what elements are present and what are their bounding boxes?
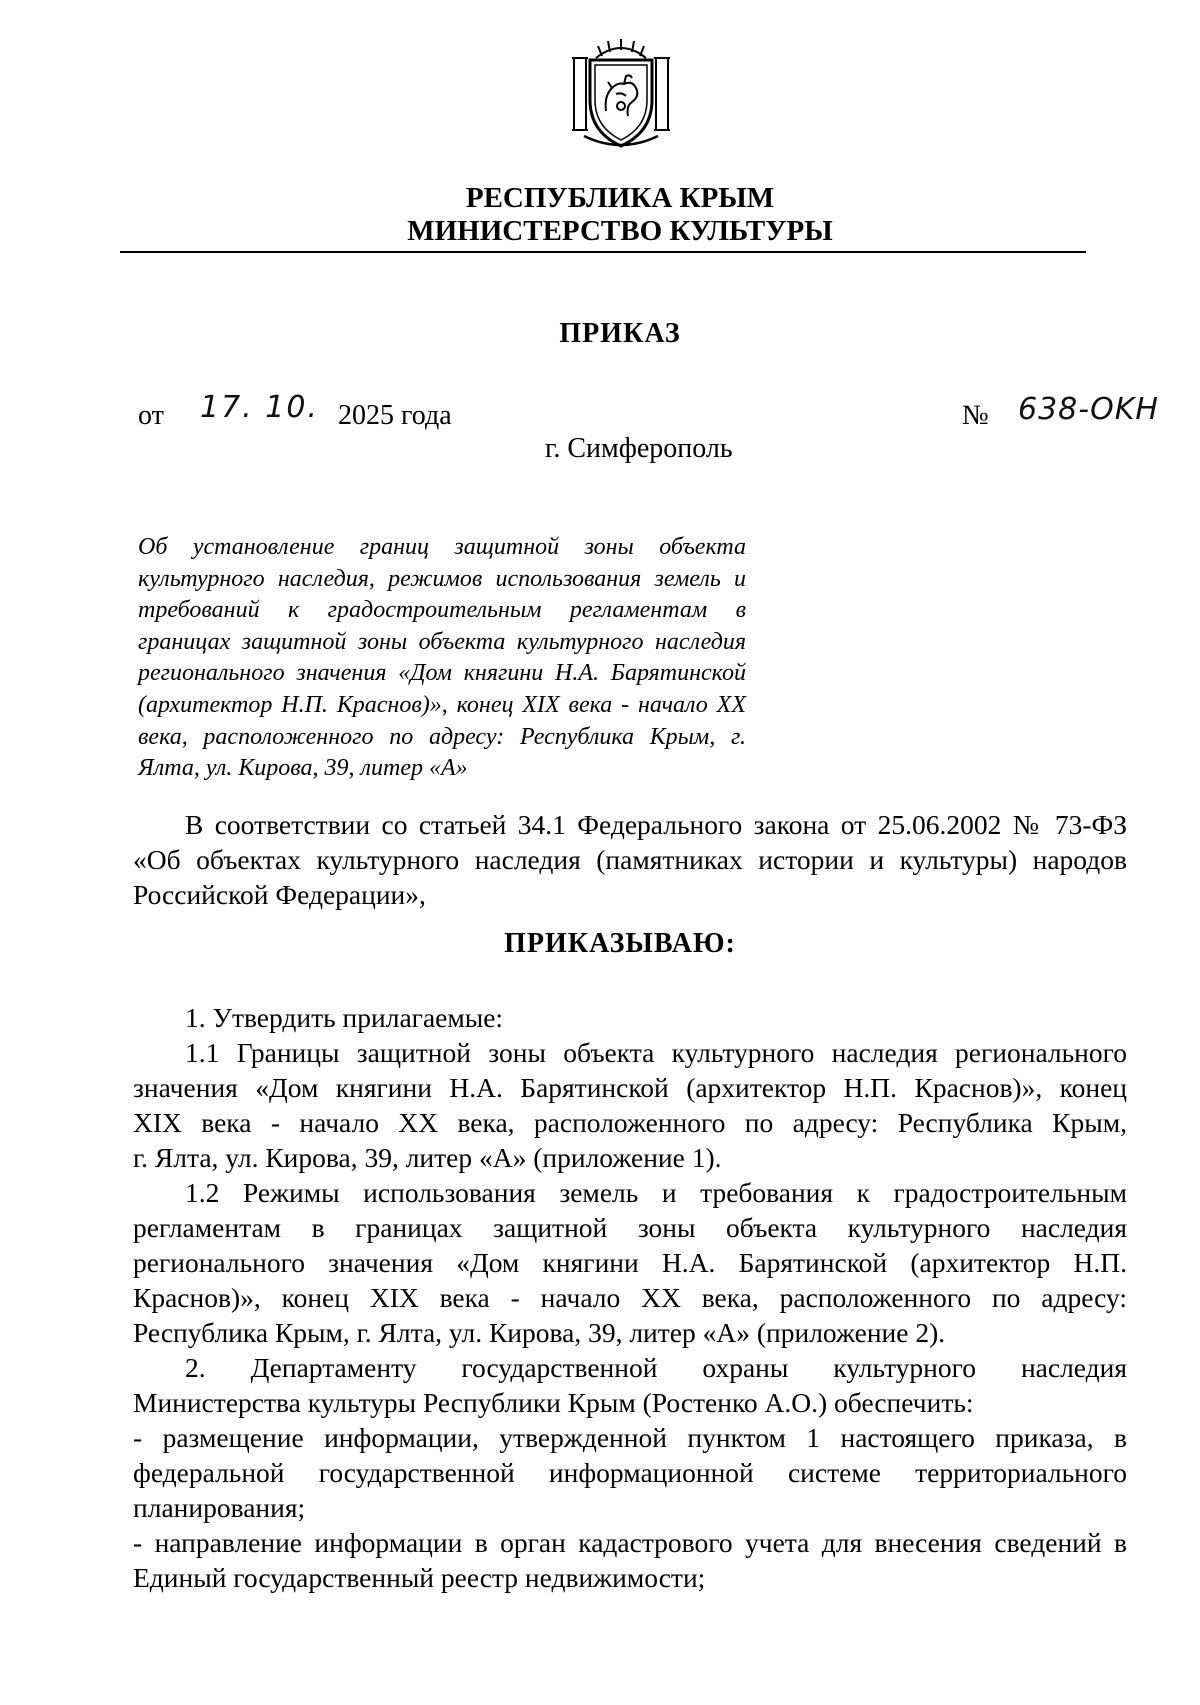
item-line: 1.1 Границы защитной зоны объекта культурного наследия регионального (185, 1037, 1127, 1068)
preamble-line: «Об объектах культурного наследия (памятниках истории и культуры) народов (133, 844, 1127, 875)
handwritten-number: 638-OKH (1018, 392, 1159, 427)
order-subject (138, 532, 746, 785)
item-line: Единый государственный реестр недвижимости; (133, 1562, 706, 1593)
preamble-paragraph (133, 807, 1127, 912)
item-line: - размещение информации, утвержденной пунктом 1 настоящего приказа, в (133, 1422, 1127, 1453)
subject-line: требований к градостроительным регламентам в (138, 597, 746, 624)
item-line: Республика Крым, г. Ялта, ул. Кирова, 39, литер «А» (приложение 2). (133, 1317, 946, 1348)
preamble-line: Российской Федерации», (133, 879, 426, 910)
date-from-label: от (138, 400, 164, 431)
item-line: 1. Утвердить прилагаемые: (185, 1002, 504, 1033)
subject-line: регионального значения «Дом княгини Н.А. Барятинской (138, 660, 746, 687)
item-line: 1.2 Режимы использования земель и требования к градостроительным (185, 1177, 1127, 1208)
crimea-coat-of-arms-icon (566, 36, 676, 154)
order-directive: ПРИКАЗЫВАЮ: (504, 928, 736, 959)
item-line: планирования; (133, 1492, 306, 1523)
subject-line: века, расположенного по адресу: Республика Крым, г. (138, 723, 746, 750)
item-line: XIX века - начало XX века, расположенного по адресу: Республика Крым, (133, 1107, 1127, 1138)
item-line: - направление информации в орган кадастрового учета для внесения сведений в (133, 1527, 1127, 1558)
item-line: Министерства культуры Республики Крым (Ростенко А.О.) обеспечить: (133, 1387, 974, 1418)
item-line: регламентам в границах защитной зоны объекта культурного наследия (133, 1212, 1127, 1243)
item-line: значения «Дом княгини Н.А. Барятинской (архитектор Н.П. Краснов)», конец (133, 1072, 1127, 1103)
header-divider (120, 251, 1086, 253)
document-title: ПРИКАЗ (559, 318, 681, 349)
date-year: 2025 года (338, 400, 452, 431)
header-ministry: МИНИСТЕРСТВО КУЛЬТУРЫ (407, 215, 833, 247)
subject-line: (архитектор Н.П. Краснов)», конец XIX века - начало XX (138, 691, 746, 718)
item-line: 2. Департаменту государственной охраны культурного наследия (185, 1352, 1127, 1383)
handwritten-date: 17. 10. (200, 390, 319, 425)
preamble-line: В соответствии со статьей 34.1 Федерального закона от 25.06.2002 № 73-ФЗ (185, 809, 1127, 840)
number-label: № (962, 400, 989, 431)
subject-line: культурного наследия, режимов использования земель и (138, 565, 746, 592)
subject-line: Об установление границ защитной зоны объекта (138, 534, 746, 560)
item-line: федеральной государственной информационной системе территориального (133, 1457, 1127, 1488)
document-city: г. Симферополь (545, 433, 733, 464)
order-items (133, 1000, 1127, 1595)
item-line: Краснов)», конец XIX века - начало XX века, расположенного по адресу: (133, 1282, 1127, 1313)
item-line: регионального значения «Дом княгини Н.А. Барятинской (архитектор Н.П. (133, 1247, 1127, 1278)
subject-line: Ялта, ул. Кирова, 39, литер «А» (138, 755, 468, 782)
header-republic: РЕСПУБЛИКА КРЫМ (465, 182, 775, 214)
item-line: г. Ялта, ул. Кирова, 39, литер «А» (приложение 1). (133, 1142, 722, 1173)
subject-line: границах защитной зоны объекта культурного наследия (138, 628, 746, 655)
